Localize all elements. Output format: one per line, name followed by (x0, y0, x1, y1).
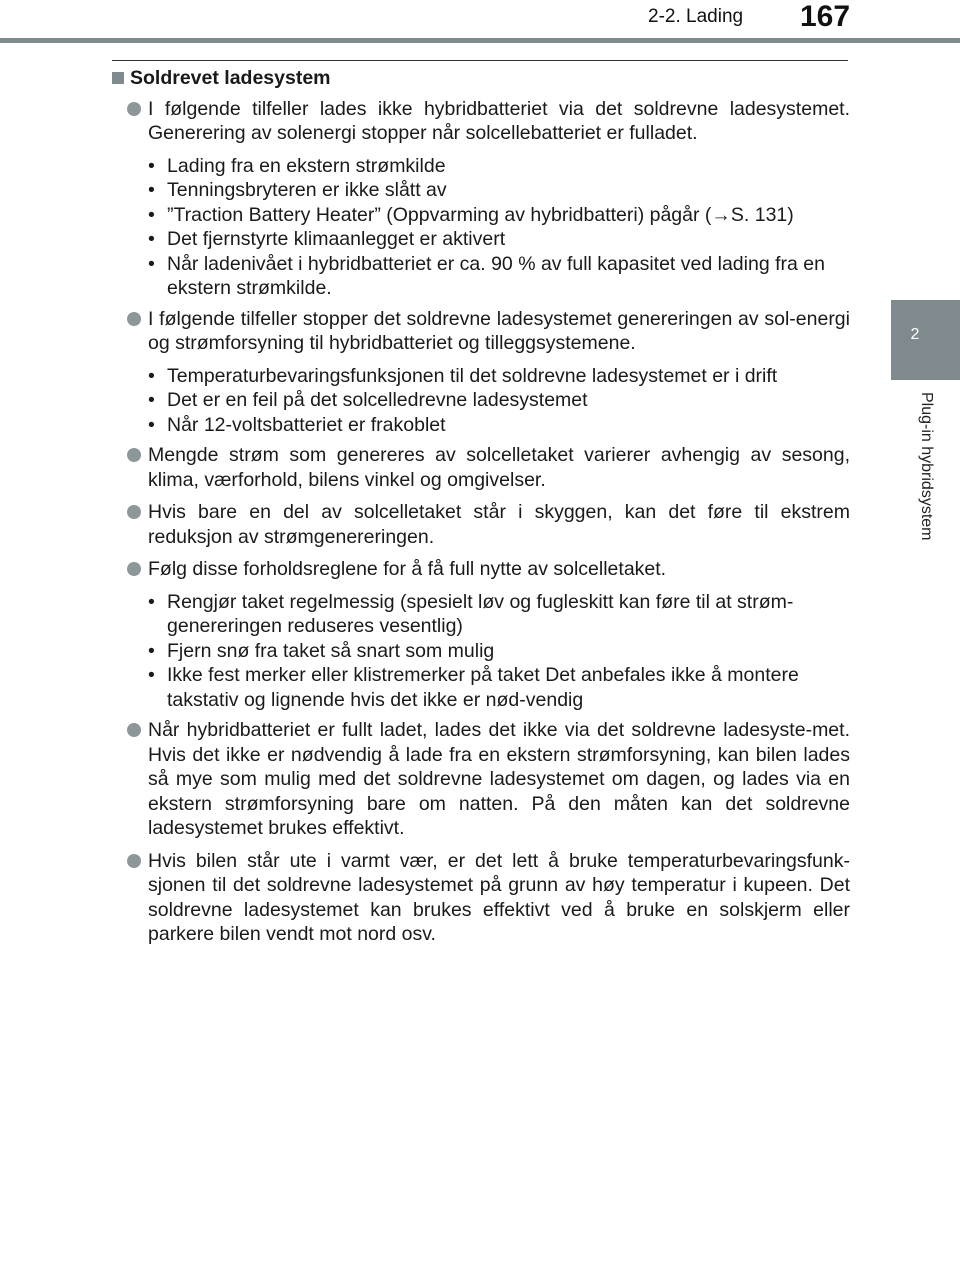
sub-list-item: • Fjern snø fra taket så snart som mulig (148, 639, 495, 662)
chapter-tab (891, 300, 960, 380)
circle-bullet-icon (127, 723, 141, 737)
bullet-icon: • (148, 203, 155, 226)
list-item (112, 307, 850, 356)
bullet-icon: • (148, 154, 155, 177)
list-item-text: Mengde strøm som genereres av solcelletaket varierer avhengig av sesong, klima, værforhold, bilens vinkel og omgivelser. (148, 444, 850, 491)
sub-list (112, 590, 850, 713)
circle-bullet-icon (127, 854, 141, 868)
bullet-icon: • (148, 590, 155, 613)
bullet-icon: • (148, 228, 155, 250)
chapter-title: Plug-in hybridsystem (918, 392, 935, 541)
list-item-text: Følg disse forholdsreglene for å få full nytte av solcelletaket. (148, 558, 667, 580)
sub-list-item: • Lading fra en ekstern strømkilde (148, 154, 446, 177)
content-top-rule (112, 60, 848, 61)
sub-list-item: • Det fjernstyrte klimaanlegget er aktivert (148, 228, 506, 250)
sub-list-item: • Når ladenivået i hybridbatteriet er ca. 90 % av full kapasitet ved lading fra en ekstern strømkilde. (148, 252, 825, 299)
square-bullet-icon (112, 72, 124, 84)
circle-bullet-icon (127, 505, 141, 519)
bullet-icon: • (148, 413, 155, 436)
header-rule (0, 38, 960, 43)
chapter-number: 2 (910, 326, 920, 343)
bullet-icon: • (148, 252, 155, 275)
sub-list-item: • Ikke fest merker eller klistremerker på taket Det anbefales ikke å montere takstativ og lignende hvis det ikke er nød-vendig (148, 664, 799, 711)
list-item (112, 849, 850, 947)
bullet-icon: • (148, 664, 155, 686)
list-item (112, 97, 850, 146)
section-title: 2-2. Lading (648, 6, 744, 27)
bullet-icon: • (148, 364, 155, 387)
sub-list-item: • Rengjør taket regelmessig (spesielt løv og fugleskitt kan føre til at strøm-genereringen reduseres vesentlig) (148, 590, 794, 637)
page-content (112, 66, 850, 955)
bullet-icon: • (148, 389, 155, 411)
sub-list-item: • Temperaturbevaringsfunksjonen til det soldrevne ladesystemet er i drift (148, 364, 778, 387)
sub-list (112, 154, 850, 301)
sub-list-item: • Tenningsbryteren er ikke slått av (148, 179, 447, 201)
list-item-text: I følgende tilfeller stopper det soldrevne ladesystemet genereringen av sol-energi og strømforsyning til hybridbatteriet og tilleggsystemene. (148, 307, 850, 354)
list-item-text: Hvis bare en del av solcelletaket står i skyggen, kan det føre til ekstrem reduksjon av strømgenereringen. (148, 501, 850, 548)
circle-bullet-icon (127, 448, 141, 462)
bullet-icon: • (148, 639, 155, 662)
sub-list (112, 364, 850, 438)
list-item (112, 557, 850, 582)
sub-list-item (112, 203, 850, 228)
page-number: 167 (800, 0, 851, 33)
list-item-text: Hvis bilen står ute i varmt vær, er det lett å bruke temperaturbevaringsfunk-sjonen til det soldrevne ladesystemet på grunn av høy temperatur i kupeen. Det soldrevne ladesystemet kan brukes effektivt ved å bruke en solskjerm eller parkere bilen vendt mot nord osv. (148, 849, 850, 945)
list-item (112, 443, 850, 492)
sub-list-item: • Når 12-voltsbatteriet er frakoblet (148, 413, 446, 436)
section-heading-text: Soldrevet ladesystem (130, 67, 331, 89)
page-reference[interactable]: ”Traction Battery Heater” (Oppvarming av hybridbatteri) pågår (→S. 131) (167, 203, 794, 226)
list-item (112, 500, 850, 549)
circle-bullet-icon (127, 562, 141, 576)
bullet-icon: • (148, 179, 155, 201)
section-heading (112, 66, 850, 91)
sub-list-item: • Det er en feil på det solcelledrevne ladesystemet (148, 389, 588, 411)
circle-bullet-icon (127, 312, 141, 326)
list-item (112, 718, 850, 841)
list-item-text: Når hybridbatteriet er fullt ladet, lades det ikke via det soldrevne ladesyste-met. Hvis det ikke er nødvendig å lade fra en ekstern strømforsyning, kan bilen lades så mye som mulig med det soldrevne ladesystemet om dagen, og lades via en ekstern strømforsyning bare om natten. På den måten kan det soldrevne ladesystemet brukes effektivt. (148, 719, 850, 839)
circle-bullet-icon (127, 102, 141, 116)
list-item-text: I følgende tilfeller lades ikke hybridbatteriet via det soldrevne ladesystemet. Generering av solenergi stopper når solcellebatteriet er fulladet. (148, 97, 850, 144)
